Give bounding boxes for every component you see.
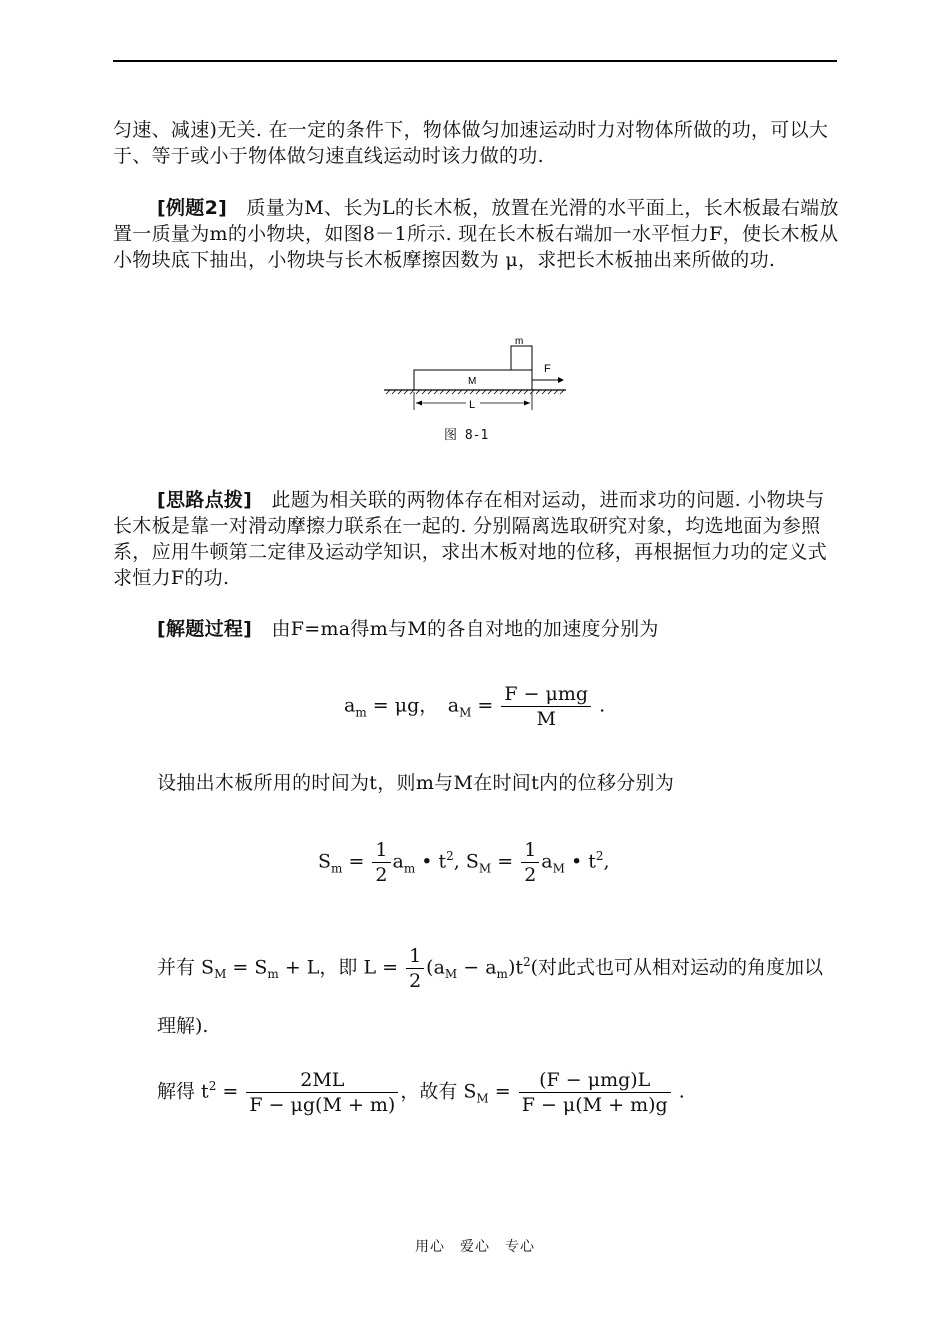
header-rule [113, 60, 837, 62]
equation-accelerations: $a_m = \mu g$， $a_M$ = $\frac{\text{F − μmg}}{M}$ . [344, 683, 606, 730]
label-L: L [469, 399, 476, 411]
paragraph-relation: 并有 $S_M = S_m + L$，即 L = $\frac{1}{2}$ $(a_M - a_m)t^2$(对此式也可从相对运动的角度加以理解). [157, 944, 824, 1038]
paragraph-time: 设抽出木板所用的时间为t，则m与M在时间t内的位移分别为 [157, 772, 675, 794]
figure-caption: 图 8-1 [444, 428, 489, 443]
paragraph-solution [113, 616, 841, 642]
example-tag: [例题2] [157, 197, 228, 219]
eq-am: μg， [394, 694, 429, 717]
label-m: m [515, 336, 524, 347]
label-M: M [468, 376, 477, 387]
hint-text: 此题为相关联的两物体存在相对运动，进而求功的问题. 小物块与长木板是靠一对滑动摩擦力联系在一起的. 分别隔离选取研究对象，均选地面为参照系，应用牛顿第二定律及运动学知识，求出木板对地的位移，再根据恒力功的定义式求恒力F的功. [113, 489, 828, 589]
page-footer: 用心 爱心 专心 [415, 1239, 535, 1255]
example-text: 质量为M、长为L的长木板，放置在光滑的水平面上，长木板最右端放置一质量为m的小物块，如图8－1所示. 现在长木板右端加一水平恒力F，使长木板从小物块底下抽出，小物块与长木板摩擦因数为 μ，求把长木板抽出来所做的功. [113, 197, 839, 271]
equation-displacements: $S_m$ = $\frac{1}{2}$ $a_m$ • $t^2$, $S_M$ = $\frac{1}{2}$ $a_M$ • $t^2$, [318, 839, 610, 886]
figure-8-1 [380, 334, 570, 428]
label-F: F [544, 363, 551, 375]
solution-text: 由F=ma得m与M的各自对地的加速度分别为 [271, 618, 659, 640]
frac-aM: $\frac{\text{F − μmg}}{M}$ [501, 682, 591, 731]
board-diagram [380, 334, 570, 424]
equation-result: 解得 $t^2$ = $\frac{2ML}{F - \mu g(M + m)}$ ，故有 $S_M$ = $\frac{\text{(F − μmg)L}}{F - \mu(M + m)g}$ . [157, 1069, 685, 1116]
paragraph-intro: 匀速、减速)无关. 在一定的条件下，物体做匀加速运动时力对物体所做的功，可以大于、等于或小于物体做匀速直线运动时该力做的功. [113, 119, 829, 167]
hint-tag: [思路点拨] [157, 489, 253, 511]
paragraph-hint [113, 487, 841, 591]
paragraph-example [113, 195, 841, 273]
solution-tag: [解题过程] [157, 618, 253, 640]
